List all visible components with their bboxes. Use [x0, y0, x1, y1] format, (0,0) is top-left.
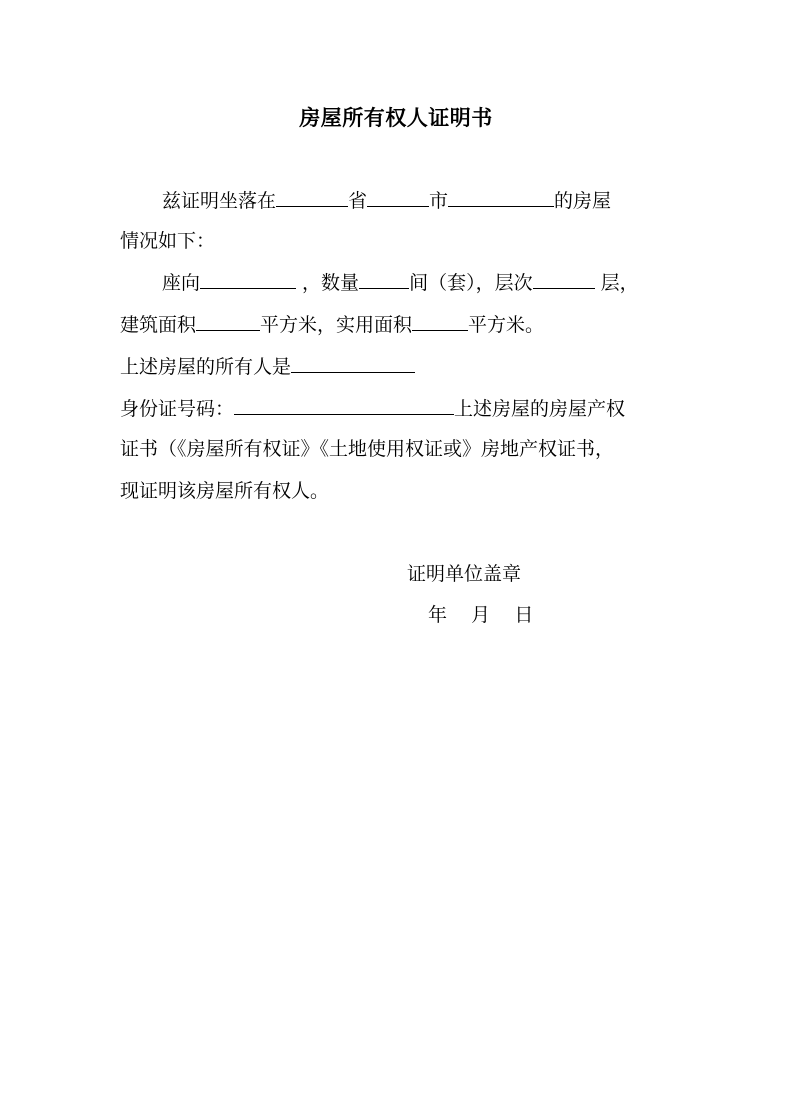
- quantity-blank[interactable]: [359, 270, 409, 289]
- building-area-label: 建筑面积: [120, 314, 197, 336]
- location-prefix: 兹证明坐落在: [162, 190, 277, 212]
- floor-label: 间（套），层次: [409, 272, 533, 294]
- usable-area-blank[interactable]: [412, 312, 468, 331]
- orientation-line: [162, 270, 639, 295]
- certificate-line: 证书（《房屋所有权证》《土地使用权证或》房地产权证书，: [120, 438, 615, 460]
- quantity-label: ，数量: [296, 272, 360, 294]
- area-unit-label: 平方米。: [468, 314, 545, 336]
- city-label: 市: [429, 190, 449, 212]
- conclusion-line: 现证明该房屋所有权人。: [120, 480, 330, 502]
- location-line: [162, 188, 611, 213]
- province-blank[interactable]: [276, 188, 348, 207]
- id-label: 身份证号码：: [120, 398, 235, 420]
- floor-blank[interactable]: [533, 270, 595, 289]
- house-label: 的房屋: [554, 190, 612, 212]
- building-area-blank[interactable]: [196, 312, 260, 331]
- document-title: 房屋所有权人证明书: [299, 106, 493, 130]
- orientation-blank[interactable]: [200, 270, 296, 289]
- date-label: 年 月 日: [428, 604, 534, 626]
- area-line: [120, 312, 544, 337]
- usable-area-label: 平方米，实用面积: [260, 314, 413, 336]
- floor-suffix: 层，: [594, 272, 639, 294]
- id-line: [120, 396, 625, 421]
- owner-line: [120, 354, 415, 379]
- certificate-intro: 上述房屋的房屋产权: [454, 398, 626, 420]
- address-blank[interactable]: [448, 188, 554, 207]
- id-blank[interactable]: [234, 396, 454, 415]
- situation-line: 情况如下：: [120, 230, 216, 252]
- owner-label: 上述房屋的所有人是: [120, 356, 292, 378]
- owner-blank[interactable]: [291, 354, 415, 373]
- orientation-label: 座向: [162, 272, 201, 294]
- province-label: 省: [348, 190, 368, 212]
- seal-label: 证明单位盖章: [407, 563, 522, 585]
- city-blank[interactable]: [367, 188, 429, 207]
